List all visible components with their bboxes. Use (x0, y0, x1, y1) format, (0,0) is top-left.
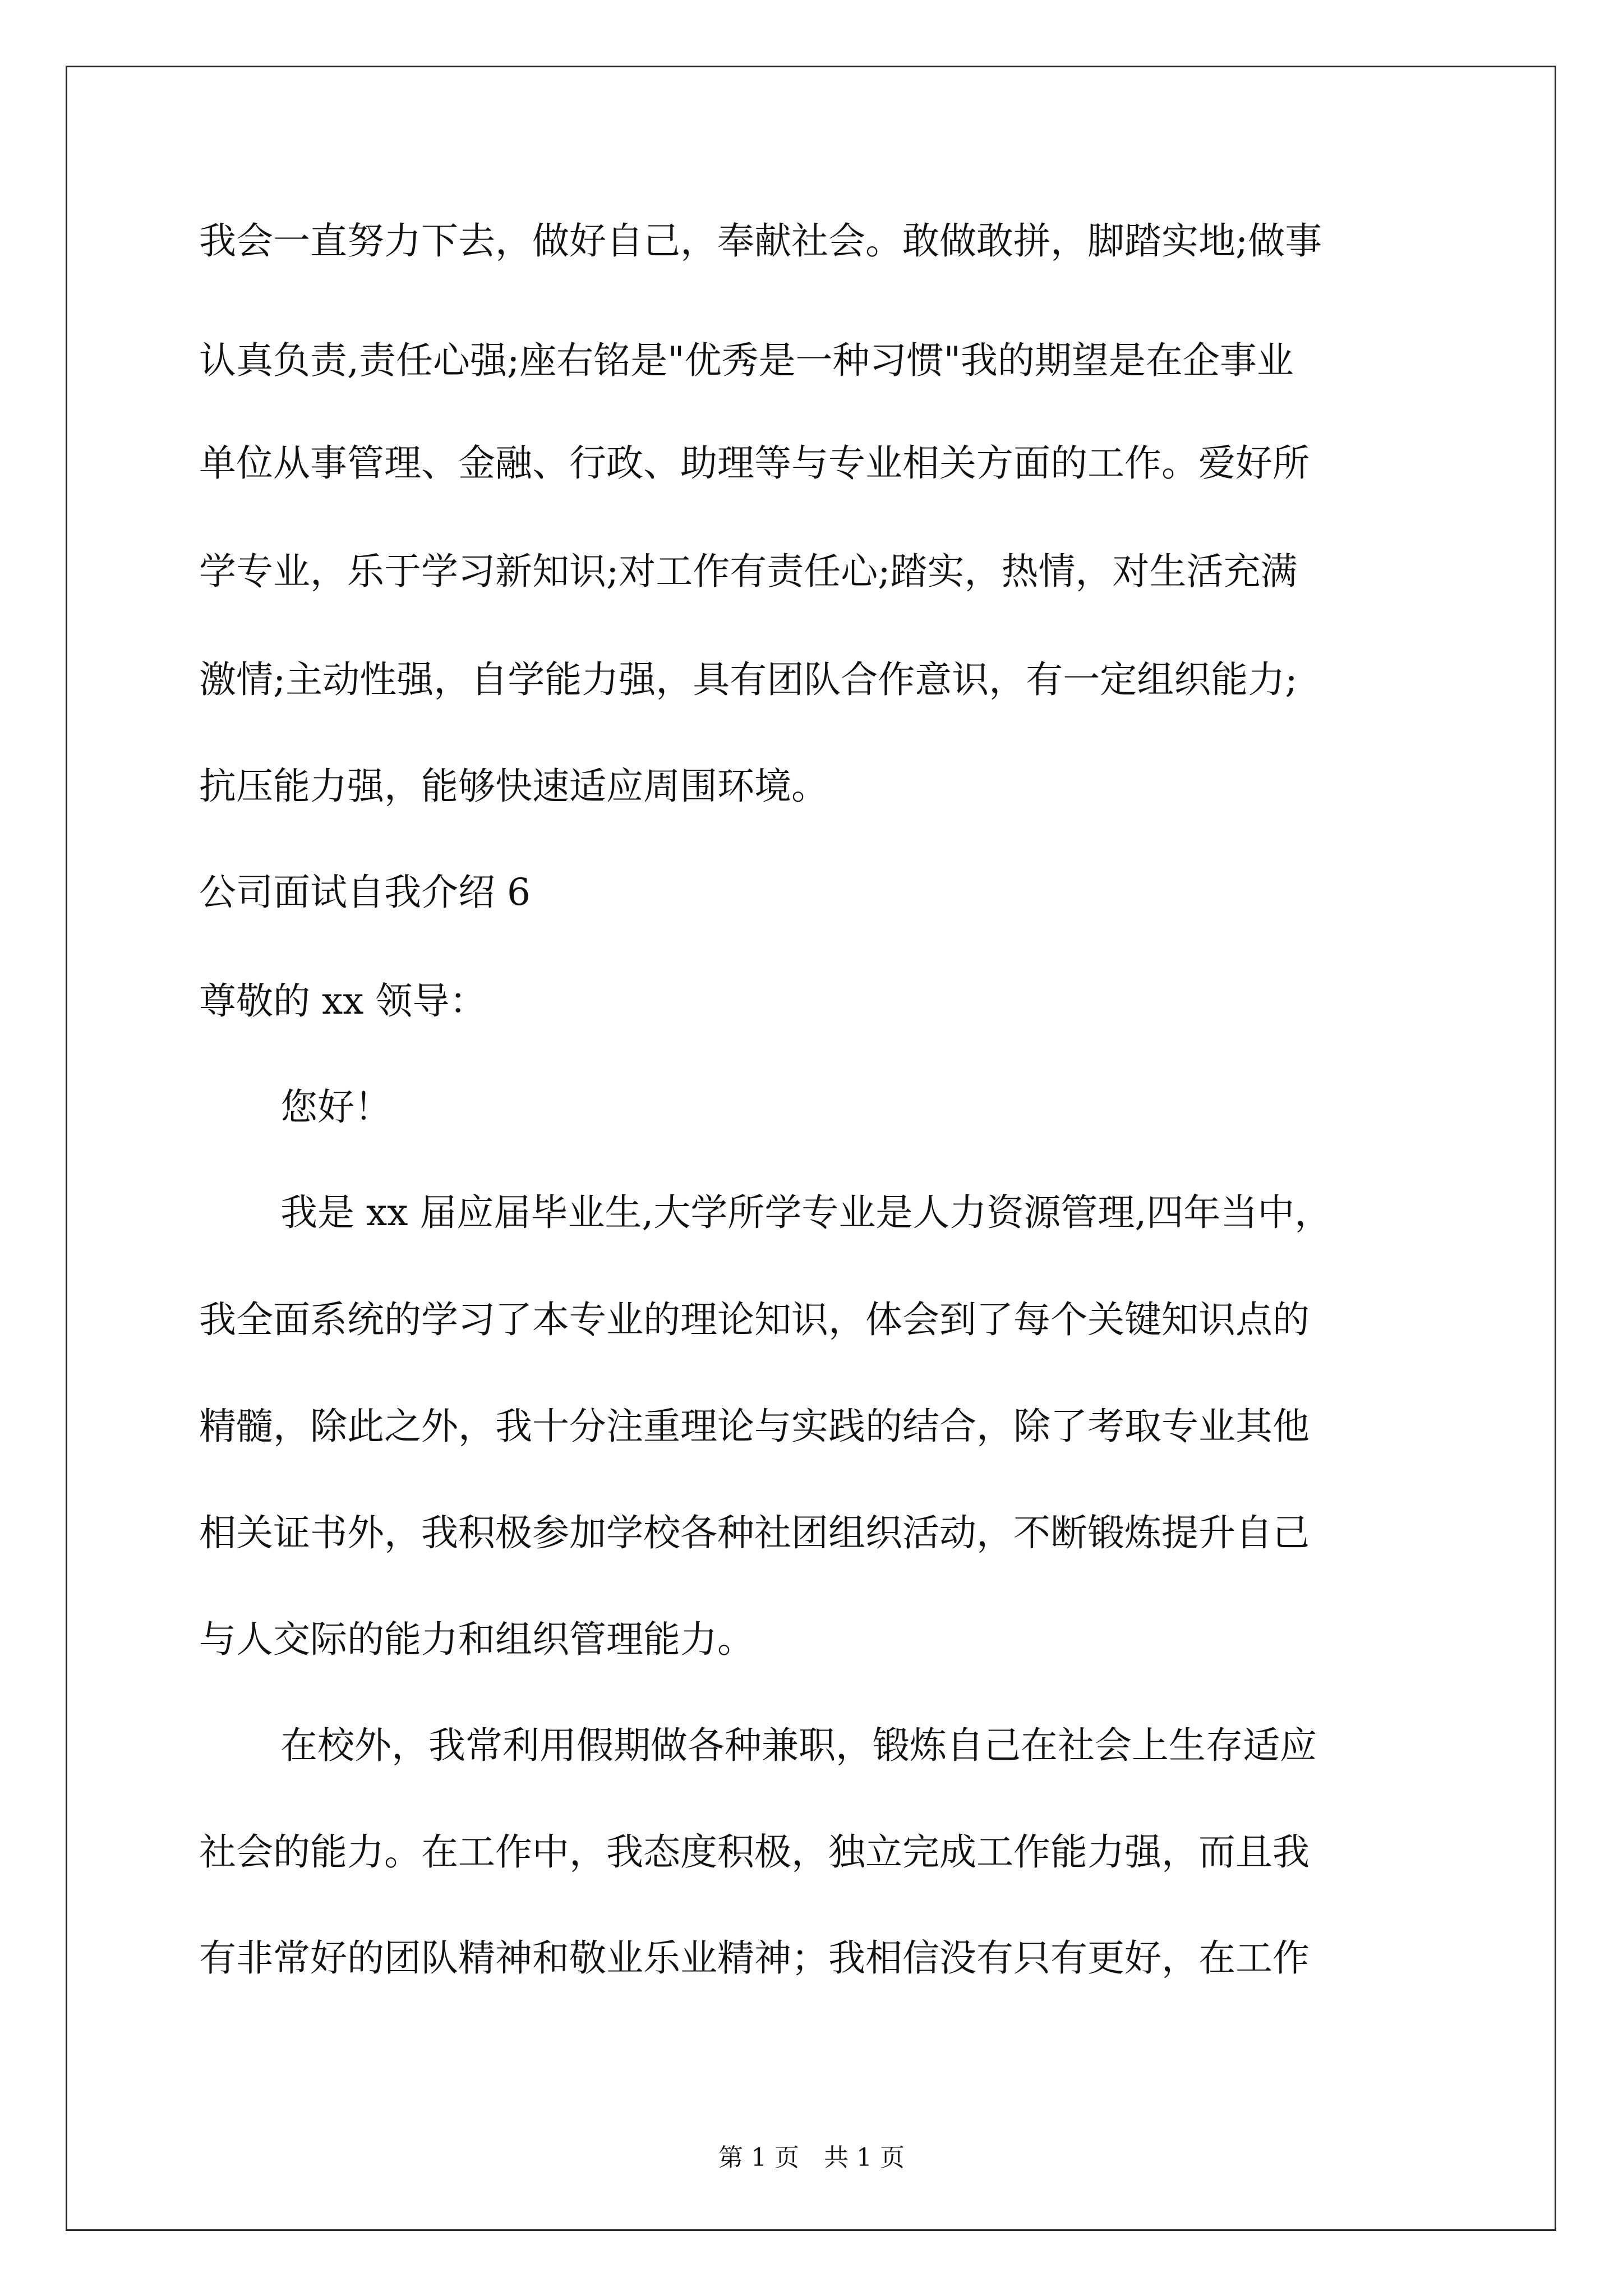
body-line: 单位从事管理、金融、行政、助理等与专业相关方面的工作。爱好所 (199, 441, 1310, 485)
body-line: 在校外，我常利用假期做各种兼职，锻炼自己在社会上生存适应 (280, 1724, 1317, 1767)
page-border (66, 66, 1556, 2231)
body-line: 我会一直努力下去，做好自己，奉献社会。敢做敢拼，脚踏实地;做事 (199, 219, 1322, 263)
body-line: 有非常好的团队精神和敬业乐业精神；我相信没有只有更好，在工作 (199, 1936, 1310, 1980)
salutation: 尊敬的 xx 领导： (199, 979, 487, 1023)
page-footer: 第 1 页 共 1 页 (718, 2143, 905, 2172)
body-line: 我全面系统的学习了本专业的理论知识，体会到了每个关键知识点的 (199, 1298, 1310, 1341)
body-line: 我是 xx 届应届毕业生,大学所学专业是人力资源管理,四年当中， (280, 1191, 1332, 1234)
body-line: 认真负责,责任心强;座右铭是"优秀是一种习惯"我的期望是在企事业 (199, 339, 1294, 382)
body-line: 抗压能力强，能够快速适应周围环境。 (199, 765, 828, 808)
body-line: 激情;主动性强，自学能力强，具有团队合作意识，有一定组织能力; (199, 658, 1298, 701)
body-line: 学专业，乐于学习新知识;对工作有责任心;踏实，热情，对生活充满 (199, 550, 1298, 593)
body-line: 相关证书外，我积极参加学校各种社团组织活动，不断锻炼提升自己 (199, 1511, 1310, 1554)
body-line: 社会的能力。在工作中，我态度积极，独立完成工作能力强，而且我 (199, 1830, 1310, 1874)
section-heading: 公司面试自我介绍 6 (199, 871, 531, 914)
greeting: 您好！ (280, 1085, 391, 1129)
body-line: 精髓，除此之外，我十分注重理论与实践的结合，除了考取专业其他 (199, 1405, 1310, 1448)
body-line: 与人交际的能力和组织管理能力。 (199, 1618, 754, 1661)
